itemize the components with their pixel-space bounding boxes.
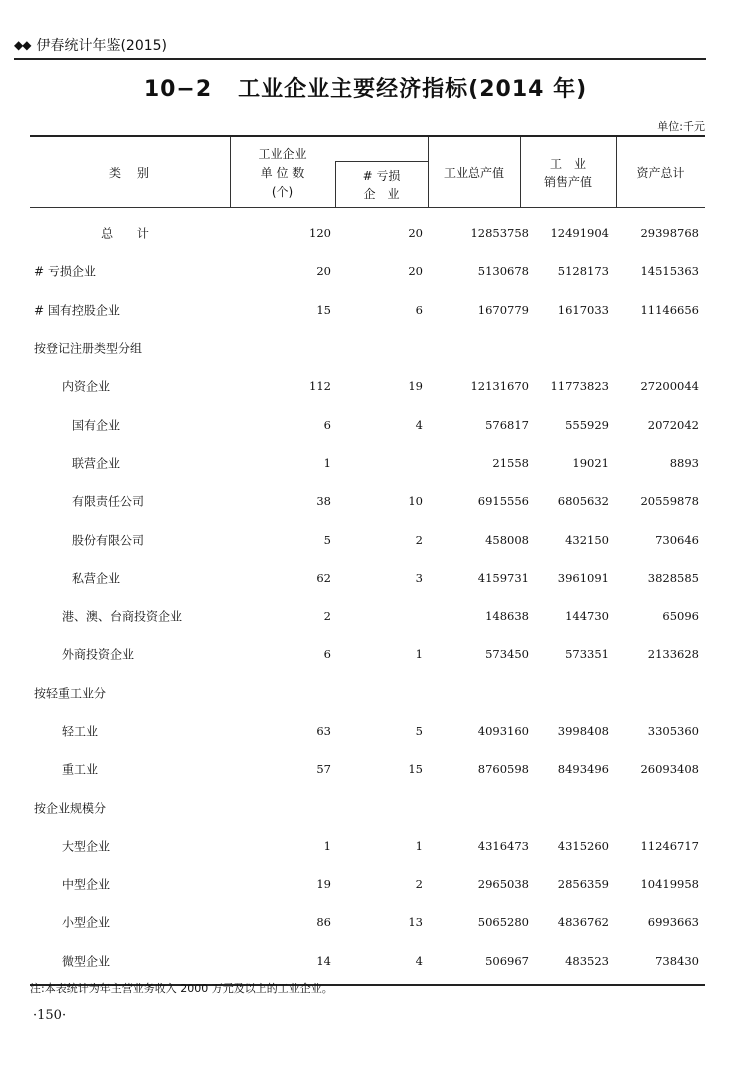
table-title: [0, 72, 731, 103]
cell-output: 4093160: [477, 724, 529, 738]
cell-assets: 3305360: [647, 724, 699, 738]
cell-sales: 19021: [572, 455, 609, 470]
table-row: [30, 712, 705, 750]
cell-output: 148638: [485, 609, 529, 624]
row-label: 大型企业: [62, 839, 111, 854]
table-row: [30, 482, 705, 520]
cell-sales: 11773823: [550, 379, 609, 394]
cell-loss: 20: [408, 264, 423, 279]
table-row: [30, 214, 705, 252]
row-label: 内资企业: [62, 379, 111, 394]
cell-units: 1: [323, 838, 331, 853]
cell-assets: 2133628: [647, 647, 699, 662]
cell-sales: 3998408: [557, 724, 609, 738]
cell-assets: 29398768: [640, 226, 699, 241]
cell-output: 576817: [485, 417, 529, 432]
cell-sales: 144730: [565, 609, 609, 624]
loss-header-line2: 企 业: [363, 187, 400, 201]
output-header: 工业总产值: [443, 166, 504, 180]
cell-units: 120: [309, 226, 331, 241]
cell-loss: 3: [415, 570, 423, 585]
cell-assets: 738430: [655, 953, 699, 968]
cell-assets: 65096: [662, 609, 699, 624]
row-label: # 亏损企业: [34, 264, 96, 279]
cell-loss: 5: [415, 724, 423, 738]
running-header: [14, 32, 706, 60]
row-label: 私营企业: [72, 571, 121, 586]
cell-loss: 2: [415, 877, 423, 892]
cell-output: 21558: [492, 455, 529, 470]
cell-assets: 8893: [669, 455, 699, 470]
table-row: [30, 520, 705, 558]
cell-output: 2965038: [477, 877, 529, 892]
cell-loss: 4: [415, 953, 423, 968]
table-row: [30, 674, 705, 712]
cell-units: 86: [316, 915, 331, 930]
cell-units: 5: [323, 532, 331, 547]
cell-assets: 20559878: [640, 494, 699, 509]
unit-label: 单位:千元: [657, 120, 705, 133]
cell-output: 5065280: [477, 915, 529, 930]
cell-units: 15: [316, 302, 331, 317]
cell-output: 6915556: [477, 494, 529, 509]
assets-header: 资产总计: [636, 166, 685, 180]
cell-assets: 3828585: [647, 570, 699, 585]
cell-assets: 27200044: [640, 379, 699, 394]
row-label: 有限责任公司: [72, 494, 145, 509]
table-row: [30, 750, 705, 788]
table-row: [30, 367, 705, 405]
cell-output: 12853758: [470, 226, 529, 241]
cell-loss: 6: [415, 302, 423, 317]
table-body: [30, 208, 705, 984]
row-label: 轻工业: [62, 724, 99, 739]
row-label: 微型企业: [62, 954, 111, 969]
table-row: [30, 788, 705, 826]
book-title: 伊春统计年鉴(2015): [36, 38, 168, 54]
cell-sales: 555929: [565, 417, 609, 432]
cell-sales: 8493496: [557, 762, 609, 777]
units-unit-header: (个): [271, 185, 294, 199]
cell-sales: 483523: [565, 953, 609, 968]
cell-output: 8760598: [477, 762, 529, 777]
cell-assets: 730646: [655, 532, 699, 547]
table-row: [30, 291, 705, 329]
cell-units: 63: [316, 724, 331, 738]
cell-loss: 10: [408, 494, 423, 509]
cell-sales: 4836762: [557, 915, 609, 930]
table-number: 10−2: [143, 77, 213, 102]
table-row: [30, 559, 705, 597]
table-row: [30, 329, 705, 367]
row-label: # 国有控股企业: [34, 303, 120, 318]
cell-sales: 573351: [565, 647, 609, 662]
sales-header-line2: 销售产值: [543, 175, 592, 189]
sales-header-line1: 工 业: [549, 157, 586, 171]
cell-units: 14: [316, 953, 331, 968]
row-label: 按企业规模分: [34, 801, 107, 816]
table-row: [30, 942, 705, 980]
table-header: [30, 137, 705, 208]
cell-units: 6: [323, 417, 331, 432]
table-row: [30, 635, 705, 673]
row-label: 总 计: [101, 226, 159, 241]
column-divider: [520, 137, 521, 207]
subheader-line: [335, 161, 428, 162]
cell-output: 573450: [485, 647, 529, 662]
row-label: 中型企业: [62, 877, 111, 892]
table-row: [30, 865, 705, 903]
cell-sales: 1617033: [557, 302, 609, 317]
table-row: [30, 827, 705, 865]
cell-assets: 6993663: [647, 915, 699, 930]
cell-loss: 15: [408, 762, 423, 777]
cell-units: 57: [316, 762, 331, 777]
cell-sales: 5128173: [557, 264, 609, 279]
cell-loss: 13: [408, 915, 423, 930]
row-label: 联营企业: [72, 456, 121, 471]
cell-output: 506967: [485, 953, 529, 968]
page-number: ·150·: [33, 1008, 67, 1023]
units-header: 单 位 数: [260, 166, 305, 180]
cell-units: 62: [316, 570, 331, 585]
cell-assets: 14515363: [640, 264, 699, 279]
cell-sales: 2856359: [557, 877, 609, 892]
footnote: 注:本表统计为年主营业务收入 2000 万元及以上的工业企业。: [30, 982, 333, 995]
cell-output: 5130678: [477, 264, 529, 279]
cell-assets: 26093408: [640, 762, 699, 777]
cell-units: 19: [316, 877, 331, 892]
table-row: [30, 252, 705, 290]
cell-loss: 2: [415, 532, 423, 547]
cell-sales: 12491904: [550, 226, 609, 241]
cell-output: 458008: [485, 532, 529, 547]
cell-units: 1: [323, 455, 331, 470]
table-row: [30, 405, 705, 443]
row-label: 国有企业: [72, 418, 121, 433]
units-top-header: 工业企业: [258, 147, 307, 161]
diamond-icon: ◆◆: [14, 38, 31, 52]
row-label: 港、澳、台商投资企业: [62, 609, 183, 624]
table-row: [30, 597, 705, 635]
cell-output: 12131670: [470, 379, 529, 394]
cell-loss: 19: [408, 379, 423, 394]
cell-loss: 1: [415, 838, 423, 853]
row-label: 股份有限公司: [72, 533, 145, 548]
cell-loss: 1: [415, 647, 423, 662]
row-label: 重工业: [62, 762, 99, 777]
table-title-text: 工业企业主要经济指标(2014 年): [238, 77, 588, 102]
cell-sales: 3961091: [557, 570, 609, 585]
cell-sales: 4315260: [557, 838, 609, 853]
row-label: 小型企业: [62, 915, 111, 930]
cell-output: 4316473: [477, 838, 529, 853]
row-label: 按轻重工业分: [34, 686, 107, 701]
table-row: [30, 903, 705, 941]
row-label: 外商投资企业: [62, 647, 135, 662]
cell-loss: 4: [415, 417, 423, 432]
cell-assets: 10419958: [640, 877, 699, 892]
cell-assets: 11246717: [640, 838, 699, 853]
data-table: [30, 135, 705, 986]
cell-sales: 6805632: [557, 494, 609, 509]
cell-units: 20: [316, 264, 331, 279]
table-row: [30, 444, 705, 482]
cell-units: 112: [309, 379, 331, 394]
category-header: 类 别: [108, 166, 151, 180]
cell-units: 2: [323, 609, 331, 624]
cell-sales: 432150: [565, 532, 609, 547]
cell-output: 4159731: [477, 570, 529, 585]
cell-output: 1670779: [477, 302, 529, 317]
cell-loss: 20: [408, 226, 423, 241]
cell-units: 6: [323, 647, 331, 662]
cell-assets: 2072042: [647, 417, 699, 432]
cell-assets: 11146656: [640, 302, 699, 317]
row-label: 按登记注册类型分组: [34, 341, 143, 356]
cell-units: 38: [316, 494, 331, 509]
loss-header-line1: # 亏损: [362, 169, 401, 183]
